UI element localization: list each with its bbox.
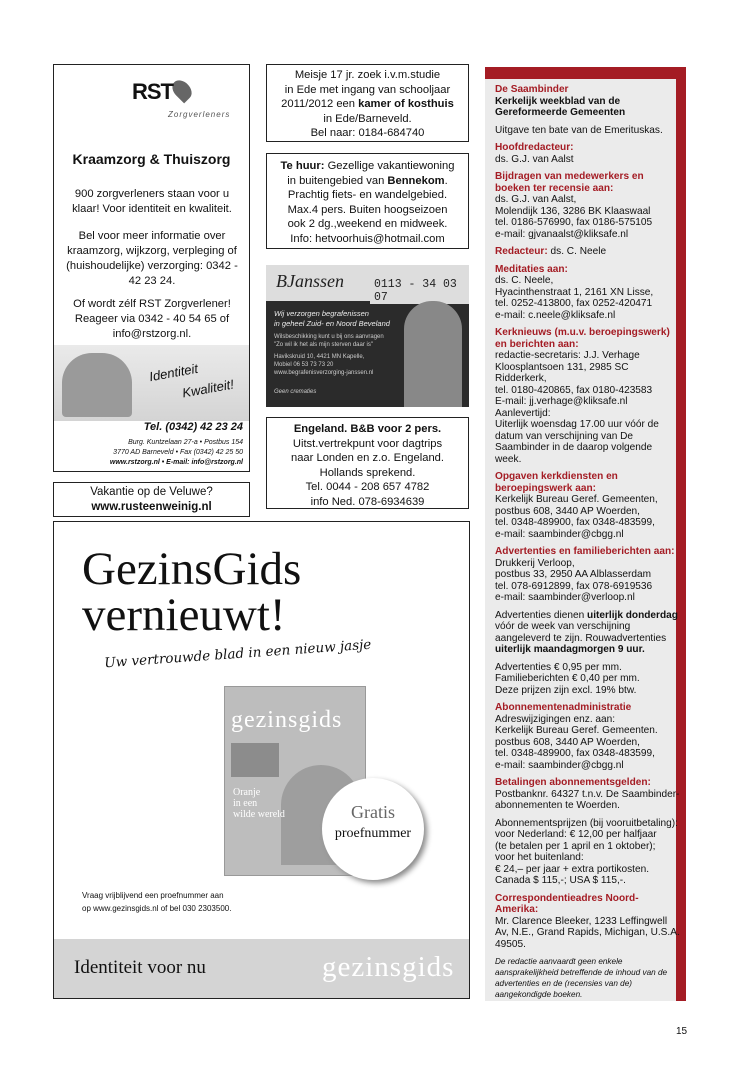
meisje-line-3b: kamer of kosthuis bbox=[358, 98, 454, 110]
rst-address-3: www.rstzorg.nl • E-mail: info@rstzorg.nl bbox=[109, 459, 243, 466]
janssen-text-3b: Mobiel 06 53 73 73 20 bbox=[274, 362, 334, 368]
bijdragen-4: e-mail: gjvanaalst@kliksafe.nl bbox=[495, 228, 629, 240]
gezinsgids-headline bbox=[82, 543, 302, 641]
magazine-image-1 bbox=[231, 743, 279, 777]
janssen-logo: BJanssen bbox=[272, 271, 348, 292]
adv-deadline-b: uiterlijk donderdag bbox=[587, 609, 678, 621]
gezinsgids-footer bbox=[54, 939, 469, 998]
vakantie-url[interactable]: www.rusteenweinig.nl bbox=[91, 501, 212, 513]
bijdragen-1: ds. G.J. van Aalst, bbox=[495, 194, 577, 205]
meditaties-3: tel. 0252-413800, fax 0252-420471 bbox=[495, 298, 653, 309]
janssen-text-1a: Wij verzorgen begrafenissen bbox=[274, 309, 369, 318]
advertenties-4: e-mail: saambinder@verloop.nl bbox=[495, 592, 635, 603]
opgaven-1: Kerkelijk Bureau Geref. Gemeenten, bbox=[495, 494, 658, 505]
magazine-title: gezinsgids bbox=[231, 707, 343, 733]
colofon-name: De Saambinder bbox=[495, 84, 569, 95]
gezinsgids-headline-1: GezinsGids bbox=[82, 543, 302, 595]
colofon-disclaimer: De redactie aanvaardt geen enkele aansprakelijkheid betreffende de inhoud van de advertenties en de (recensies van de) aangekondigde boeken. bbox=[495, 957, 668, 999]
advertenties-3: tel. 078-6912899, fax 078-6919536 bbox=[495, 580, 653, 592]
janssen-text-2 bbox=[274, 333, 384, 349]
rst-address-2: 3770 AD Barneveld • Fax (0342) 42 25 50 bbox=[113, 449, 243, 456]
gratis-label: Gratis bbox=[351, 802, 395, 822]
abonnementen-1: Adreswijzigingen enz. aan: bbox=[495, 713, 616, 725]
redacteur: ds. C. Neele bbox=[547, 246, 607, 257]
magazine-text bbox=[233, 787, 285, 820]
adv-deadline-d: uiterlijk maandagmorgen 9 uur. bbox=[495, 644, 645, 655]
abonnementen-label: Abonnementenadministratie bbox=[495, 702, 632, 713]
adv-deadline-a: Advertenties dienen bbox=[495, 609, 588, 621]
engeland-line-6: info Ned. 078-6934639 bbox=[310, 495, 425, 508]
hoofdredacteur-label: Hoofdredacteur: bbox=[495, 142, 574, 153]
janssen-text-3a: Havikskruid 10, 4421 MN Kapelle, bbox=[274, 354, 365, 360]
adv-deadline-c: vóór de week van verschijning aangeleverd te zijn. Rouwadvertenties bbox=[495, 621, 667, 644]
huur-ad bbox=[266, 153, 469, 249]
rst-slogan-2: Kwaliteit! bbox=[181, 376, 235, 401]
vakantie-line-1: Vakantie op de Veluwe? bbox=[90, 486, 213, 498]
opgaven-4: e-mail: saambinder@cbgg.nl bbox=[495, 528, 624, 540]
janssen-text-3 bbox=[274, 353, 373, 377]
abonnementen-4: tel. 0348-489900, fax 0348-483599, bbox=[495, 748, 655, 759]
prijs-2: Familieberichten € 0,40 per mm. bbox=[495, 673, 640, 684]
betalingen-label: Betalingen abonnementsgelden: bbox=[495, 777, 651, 788]
meisje-line-2: in Ede met ingang van schooljaar bbox=[284, 83, 451, 96]
abonnementsprijzen-6: Canada $ 115,-; USA $ 115,-. bbox=[495, 875, 626, 886]
engeland-line-2: Uitst.vertrekpunt voor dagtrips bbox=[292, 437, 443, 450]
huur-line-2a: in buitengebied van bbox=[287, 174, 388, 187]
rst-text-2: Bel voor meer informatie over kraamzorg, wijkzorg, verpleging of (huishoudelijke) verzorging: 0342 - 42 23 24. bbox=[66, 230, 238, 287]
rst-text-1: 900 zorgverleners staan voor u klaar! Voor identiteit en kwaliteit. bbox=[72, 188, 232, 215]
huur-line-6: Info: hetvoorhuis@hotmail.com bbox=[290, 232, 445, 245]
gezinsgids-request bbox=[82, 889, 231, 915]
kerknieuws-5: Aanlevertijd: bbox=[495, 407, 551, 419]
gezinsgids-ad bbox=[53, 521, 470, 999]
page-number: 15 bbox=[676, 1026, 688, 1037]
magazine-text-1: Oranje bbox=[233, 787, 261, 798]
gratis-badge bbox=[322, 778, 424, 880]
kerknieuws-1: redactie-secretaris: J.J. Verhage bbox=[495, 350, 640, 361]
janssen-text-1 bbox=[274, 309, 390, 329]
kerknieuws-6: Uiterlijk woensdag 17.00 uur vóór de datum van verschijning van De Saambinder in de daarop volgende week. bbox=[495, 419, 659, 465]
rst-title: Kraamzorg & Thuiszorg bbox=[72, 151, 231, 167]
huur-line-3: Prachtig fiets- en wandelgebied. bbox=[287, 189, 448, 201]
kerknieuws-3: tel. 0180-420865, fax 0180-423583 bbox=[495, 384, 653, 396]
janssen-text-2b: "Zo wil ik het als mijn sterven daar is" bbox=[274, 342, 373, 348]
colofon-top-bar bbox=[485, 67, 686, 79]
kerknieuws-2: Kloosplantsoen 131, 2985 SC Ridderkerk, bbox=[495, 361, 629, 384]
kerknieuws-label: Kerknieuws (m.u.v. beroepingswerk) en berichten aan: bbox=[495, 327, 670, 350]
huur-line-2 bbox=[267, 174, 468, 189]
engeland-line-4: Hollands sprekend. bbox=[319, 466, 416, 479]
colofon-content bbox=[495, 84, 681, 1000]
colofon-uitgave: Uitgave ten bate van de Emerituskas. bbox=[495, 124, 663, 136]
rst-text-3: Of wordt zélf RST Zorgverlener! Reageer via 0342 - 40 54 65 of info@rstzorg.nl. bbox=[73, 298, 231, 340]
huur-line-2b: Bennekom bbox=[387, 174, 445, 187]
rst-logo-sub: Zorgverleners bbox=[168, 110, 231, 119]
abonnementen-2: Kerkelijk Bureau Geref. Gemeenten. bbox=[495, 725, 658, 736]
engeland-line-5: Tel. 0044 - 208 657 4782 bbox=[305, 481, 430, 493]
janssen-text-3c: www.begrafenisverzorging-janssen.nl bbox=[274, 370, 374, 376]
janssen-text-1b: in geheel Zuid- en Noord Beveland bbox=[274, 319, 390, 328]
colofon-subtitle: Kerkelijk weekblad van de Gereformeerde Gemeenten bbox=[495, 95, 626, 118]
gezinsgids-slogan: Identiteit voor nu bbox=[74, 957, 206, 978]
bijdragen-2: Molendijk 136, 3286 BK Klaaswaal bbox=[495, 205, 651, 217]
advertenties-1: Drukkerij Verloop, bbox=[495, 557, 575, 569]
gezinsgids-request-2: op www.gezinsgids.nl of bel 030 2303500. bbox=[82, 904, 232, 913]
rst-address-1: Burg. Kuntzelaan 27-a • Postbus 154 bbox=[128, 439, 243, 446]
magazine-text-3: wilde wereld bbox=[233, 809, 285, 820]
huur-line-5: ook 2 dg.,weekend en midweek. bbox=[287, 218, 448, 230]
rst-ad bbox=[53, 64, 250, 472]
meisje-ad bbox=[266, 64, 469, 142]
gezinsgids-request-1: Vraag vrijblijvend een proefnummer aan bbox=[82, 891, 224, 900]
gezinsgids-headline-2: vernieuwt! bbox=[82, 589, 286, 641]
hoofdredacteur: ds. G.J. van Aalst bbox=[495, 153, 574, 165]
engeland-ad bbox=[266, 417, 469, 509]
janssen-phone: 0113 - 34 03 07 bbox=[370, 278, 469, 304]
rst-slogan-1: Identiteit bbox=[148, 360, 200, 385]
abonnementsprijzen-5: € 24,– per jaar + extra portikosten. bbox=[495, 863, 650, 875]
gezinsgids-subtitle: Uw vertrouwde blad in een nieuw jasje bbox=[103, 636, 372, 672]
bijdragen-label: Bijdragen van medewerkers en boeken ter recensie aan: bbox=[495, 171, 644, 194]
huur-line-1-text: Gezellige vakantiewoning bbox=[324, 160, 455, 172]
prijs-3: Deze prijzen zijn excl. 19% btw. bbox=[495, 684, 637, 696]
meditaties-label: Meditaties aan: bbox=[495, 263, 568, 275]
abonnementen-3: postbus 608, 3440 AP Woerden, bbox=[495, 736, 640, 748]
huur-line-4: Max.4 pers. Buiten hoogseizoen bbox=[287, 203, 448, 216]
magazine-text-2: in een bbox=[233, 798, 258, 809]
rst-photo bbox=[54, 345, 249, 421]
janssen-text-4: Geen crematies bbox=[274, 389, 317, 395]
meisje-line-5: Bel naar: 0184-684740 bbox=[310, 127, 425, 139]
prijs-1: Advertenties € 0,95 per mm. bbox=[495, 661, 622, 673]
huur-line-2c: . bbox=[444, 174, 448, 187]
abonnementen-5: e-mail: saambinder@cbgg.nl bbox=[495, 759, 624, 771]
meisje-line-4: in Ede/Barneveld. bbox=[323, 112, 412, 125]
opgaven-2: postbus 608, 3440 AP Woerden, bbox=[495, 505, 640, 517]
correspondentie-label: Correspondentieadres Noord-Amerika: bbox=[495, 892, 639, 915]
opgaven-label: Opgaven kerkdiensten en beroepingswerk aan: bbox=[495, 471, 618, 494]
abonnementsprijzen-1: Abonnementsprijzen (bij vooruitbetaling): bbox=[495, 817, 678, 829]
redacteur-label: Redacteur: bbox=[495, 246, 548, 257]
meditaties-2: Hyacinthenstraat 1, 2161 XN Lisse, bbox=[495, 286, 654, 298]
meditaties-4: e-mail: c.neele@kliksafe.nl bbox=[495, 309, 616, 321]
janssen-ad bbox=[266, 265, 469, 407]
opgaven-3: tel. 0348-489900, fax 0348-483599, bbox=[495, 517, 655, 528]
meditaties-1: ds. C. Neele, bbox=[495, 275, 554, 286]
kerknieuws-4: E-mail: jj.verhage@kliksafe.nl bbox=[495, 396, 628, 407]
janssen-portrait bbox=[404, 301, 462, 407]
correspondentie-1: Mr. Clarence Bleeker, 1233 Leffingwell Av, N.E., Grand Rapids, Michigan, U.S.A. 49505. bbox=[495, 915, 680, 950]
advertenties-2: postbus 33, 2950 AA Alblasserdam bbox=[495, 569, 651, 580]
janssen-text-2a: Wilsbeschikking kunt u bij ons aanvragen bbox=[274, 334, 384, 340]
rst-phone: Tel. (0342) 42 23 24 bbox=[143, 421, 243, 433]
colofon bbox=[485, 67, 686, 1001]
rst-people-image bbox=[62, 353, 132, 417]
meisje-line-3a: 2011/2012 een bbox=[281, 98, 359, 110]
gezinsgids-logo: gezinsgids bbox=[322, 951, 455, 983]
meisje-line-3 bbox=[267, 97, 468, 112]
engeland-line-3: naar Londen en z.o. Engeland. bbox=[290, 452, 445, 464]
advertenties-label: Advertenties en familieberichten aan: bbox=[495, 546, 675, 557]
abonnementsprijzen-3: (te betalen per 1 april en 1 oktober); bbox=[495, 840, 656, 852]
abonnementsprijzen-4: voor het buitenland: bbox=[495, 852, 584, 863]
huur-label: Te huur: bbox=[280, 160, 325, 172]
bijdragen-3: tel. 0186-576990, fax 0186-575105 bbox=[495, 217, 653, 228]
vakantie-ad bbox=[53, 482, 250, 517]
advertenties-deadline bbox=[495, 610, 681, 656]
meisje-line-1: Meisje 17 jr. zoek i.v.m.studie bbox=[294, 69, 441, 81]
huur-line-1 bbox=[267, 159, 468, 174]
betalingen-1: Postbanknr. 64327 t.n.v. De Saambinder-abonnementen te Woerden. bbox=[495, 788, 680, 811]
proefnummer-label: proefnummer bbox=[334, 826, 412, 841]
abonnementsprijzen-2: voor Nederland: € 12,00 per halfjaar bbox=[495, 829, 657, 840]
engeland-line-1: Engeland. B&B voor 2 pers. bbox=[293, 423, 442, 435]
rst-logo: RST bbox=[132, 79, 173, 104]
